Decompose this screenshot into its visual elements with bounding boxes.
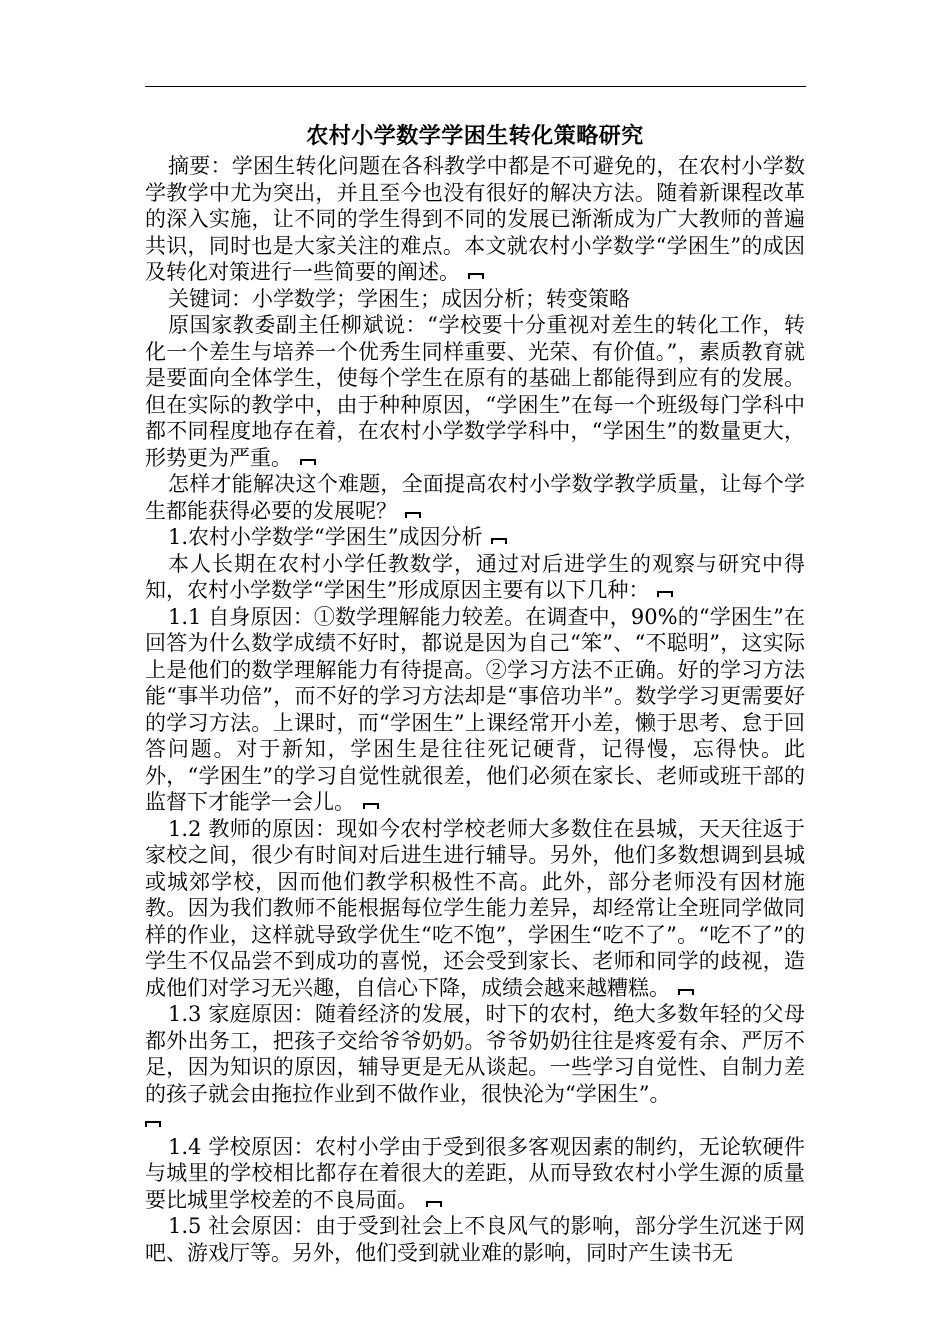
keywords-text: 关键词：小学数学；学困生；成因分析；转变策略 [168,286,630,311]
section-heading [145,524,805,551]
empty-paragraph [145,1107,805,1134]
paragraph-mark-icon [300,457,318,466]
subsection-text: 1.2 教师的原因：现如今农村学校老师大多数住在县城，天天往返于家校之间，很少有时间对后进生进行辅导。另外，他们多数想调到县城或城郊学校，因而他们教学积极性不高。此外，部分老师没有因材施教。因为我们教师不能根据每位学生能力差异，却经常让全班同学做同样的作业，这样就导致学优生“吃不饱”，学困生“吃不了”。“吃不了”的学生不仅品尝不到成功的喜悦，还会受到家长、老师和同学的歧视，造成他们对学习无兴趣，自信心下降，成绩会越来越糟糕。 [145,816,805,1000]
section-heading-text: 1.农村小学数学“学困生”成因分析 [168,525,483,549]
paragraph-mark-icon [405,510,423,519]
keywords-paragraph [145,286,805,313]
body-text: 怎样才能解决这个难题，全面提高农村小学数学教学质量，让每个学生都能获得必要的发展呢？ [145,472,805,523]
paragraph-mark-icon [468,271,486,280]
paragraph-mark-icon [491,536,509,545]
subsection-text: 1.1 自身原因：①数学理解能力较差。在调查中，90%的“学困生”在回答为什么数学成绩不好时，都说是因为自己“笨”、“不聪明”，这实际上是他们的数学理解能力有待提高。②学习方法不正确。好的学习方法能“事半功倍”，而不好的学习方法却是“事倍功半”。数学学习更需要好的学习方法。上课时，而“学困生”上课经常开小差，懒于思考、怠于回答问题。对于新知，学困生是往往死记硬背，记得慢，忘得快。此外，“学困生”的学习自觉性就很差，他们必须在家长、老师或班干部的监督下才能学一会儿。 [145,604,805,814]
subsection-text: 1.3 家庭原因：随着经济的发展，时下的农村，绝大多数年轻的父母都外出务工，把孩子交给爷爷奶奶。爷爷奶奶往往是疼爱有余、严厉不足，因为知识的原因，辅导更是无从谈起。一些学习自觉性、自制力差的孩子就会由拖拉作业到不做作业，很快沦为“学困生”。 [145,1002,805,1106]
subsection-paragraph [145,1213,805,1266]
abstract-paragraph [145,153,805,286]
paragraph-mark-icon [426,1199,444,1208]
paragraph-mark-icon [363,801,381,810]
subsection-paragraph [145,1134,805,1214]
subsection-text: 1.5 社会原因：由于受到社会上不良风气的影响，部分学生沉迷于网吧、游戏厅等。另外，他们受到就业难的影响，同时产生读书无 [145,1214,805,1265]
body-paragraph [145,312,805,471]
header-rule [145,86,806,87]
paragraph-mark-icon [678,987,696,996]
body-text: 本人长期在农村小学任教数学，通过对后进学生的观察与研究中得知，农村小学数学“学困生”形成原因主要有以下几种： [145,551,805,602]
body-paragraph [145,471,805,524]
abstract-text: 摘要：学困生转化问题在各科教学中都是不可避免的，在农村小学数学教学中尤为突出，并且至今也没有很好的解决方法。随着新课程改革的深入实施，让不同的学生得到不同的发展已渐渐成为广大教师的普遍共识，同时也是大家关注的难点。本文就农村小学数学“学困生”的成因及转化对策进行一些简要的阐述。 [145,154,805,284]
paragraph-mark-icon [145,1119,163,1128]
subsection-paragraph [145,1001,805,1107]
body-text: 原国家教委副主任柳斌说：“学校要十分重视对差生的转化工作，转化一个差生与培养一个优秀生同样重要、光荣、有价值。”，素质教育就是要面向全体学生，使每个学生在原有的基础上都能得到应有的发展。但在实际的教学中，由于种种原因，“学困生”在每一个班级每门学科中都不同程度地存在着，在农村小学数学学科中，“学困生”的数量更大，形势更为严重。 [145,313,805,470]
document-title: 农村小学数学学困生转化策略研究 [306,123,644,149]
subsection-text: 1.4 学校原因：农村小学由于受到很多客观因素的制约，无论软硬件与城里的学校相比都存在着很大的差距，从而导致农村小学生源的质量要比城里学校差的不良局面。 [145,1134,805,1212]
document-body [145,120,805,1266]
paragraph-mark-icon [657,589,675,598]
body-paragraph [145,551,805,604]
subsection-paragraph [145,816,805,1002]
subsection-paragraph [145,604,805,816]
